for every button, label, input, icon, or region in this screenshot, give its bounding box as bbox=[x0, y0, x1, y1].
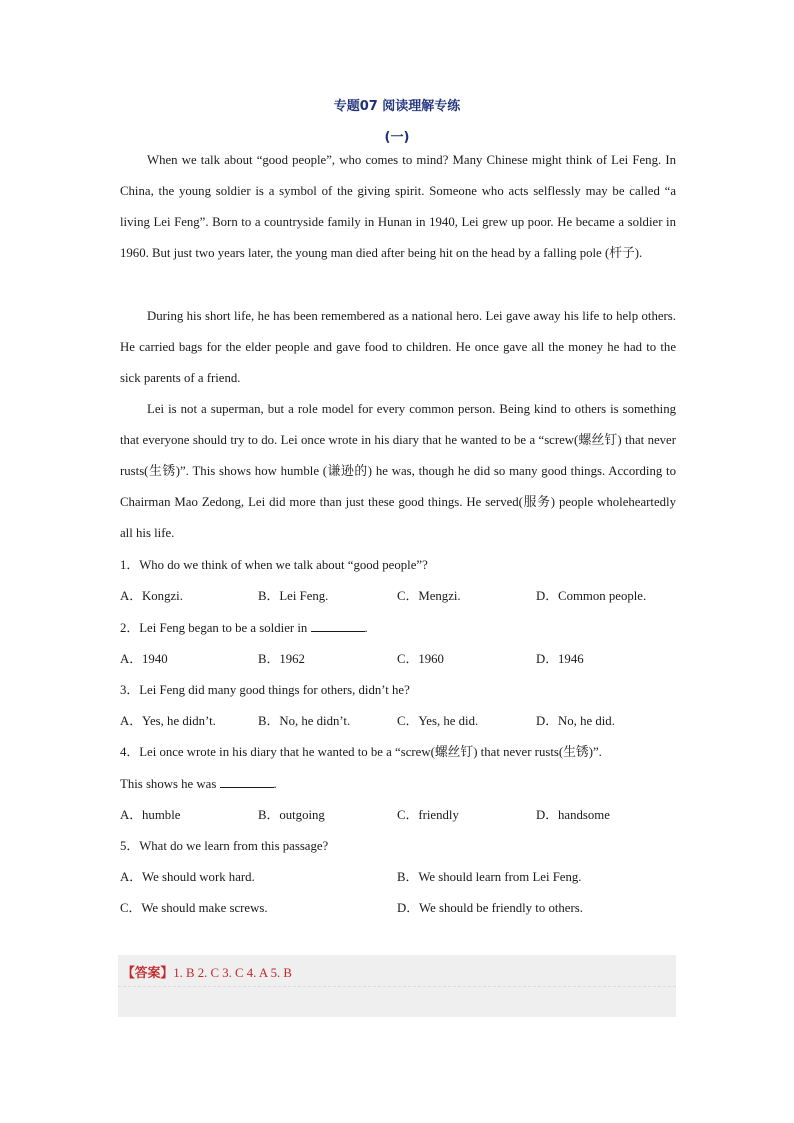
answer-text: 1. B 2. C 3. C 4. A 5. B bbox=[173, 966, 292, 980]
question-1-stem: 1．Who do we think of when we talk about “good people”? bbox=[120, 558, 428, 572]
question-1-option-a: A．Kongzi. bbox=[120, 589, 183, 603]
question-5-stem: 5．What do we learn from this passage? bbox=[120, 839, 329, 853]
passage-paragraph-1: When we talk about “good people”, who comes to mind? Many Chinese might think of Lei Feng. In China, the young soldier is a symbol of the giving spirit. Someone who acts selflessly may be called “a living Lei Feng”. Born to a countryside family in Hunan in 1940, Lei grew up poor. He became a soldier in 1960. But just two years later, the young man died after being hit on the head by a falling pole (杆子). bbox=[120, 153, 676, 260]
question-4-option-a: A．humble bbox=[120, 808, 181, 822]
question-2-stem-text: 2．Lei Feng began to be a soldier in bbox=[120, 621, 311, 635]
answer-divider bbox=[118, 986, 676, 987]
question-4-stem-text: This shows he was bbox=[120, 777, 220, 791]
question-3-option-d: D．No, he did. bbox=[536, 714, 615, 728]
question-4-stem-line-2 bbox=[120, 775, 277, 793]
question-1-option-d: D．Common people. bbox=[536, 589, 647, 603]
question-3-option-a: A．Yes, he didn’t. bbox=[120, 714, 216, 728]
section-number: (一) bbox=[384, 130, 410, 145]
question-4-option-d: D．handsome bbox=[536, 808, 610, 822]
answer-blank bbox=[220, 775, 274, 788]
answer-blank bbox=[311, 619, 365, 632]
answer-box bbox=[118, 955, 676, 1017]
question-5-option-d: D．We should be friendly to others. bbox=[397, 901, 583, 915]
question-5-option-c: C．We should make screws. bbox=[120, 901, 268, 915]
question-5-option-b: B．We should learn from Lei Feng. bbox=[397, 870, 582, 884]
question-1-option-b: B．Lei Feng. bbox=[258, 589, 329, 603]
question-2-stem bbox=[120, 619, 368, 637]
question-5-option-a: A．We should work hard. bbox=[120, 870, 255, 884]
answer-label: 【答案】 bbox=[122, 966, 174, 981]
question-2-option-b: B．1962 bbox=[258, 652, 305, 666]
question-3-option-b: B．No, he didn’t. bbox=[258, 714, 351, 728]
question-1-option-c: C．Mengzi. bbox=[397, 589, 461, 603]
question-2-option-a: A．1940 bbox=[120, 652, 168, 666]
passage-paragraph-3: Lei is not a superman, but a role model for every common person. Being kind to others is something that everyone should try to do. Lei once wrote in his diary that he wanted to be a “screw(螺丝钉) that never rusts(生锈)”. This shows how humble (谦逊的) he was, though he did so many good things. According to Chairman Mao Zedong, Lei did more than just these good things. He served(服务) people wholeheartedly all his life. bbox=[120, 402, 676, 540]
question-2-option-c: C．1960 bbox=[397, 652, 444, 666]
page-title: 专题07 阅读理解专练 bbox=[333, 99, 461, 114]
answer-line bbox=[122, 962, 292, 981]
question-4-stem: 4．Lei once wrote in his diary that he wanted to be a “screw(螺丝钉) that never rusts(生锈)”. bbox=[120, 745, 602, 759]
question-4-option-b: B．outgoing bbox=[258, 808, 325, 822]
question-2-stem-end: . bbox=[364, 621, 368, 635]
question-4-option-c: C．friendly bbox=[397, 808, 459, 822]
question-2-option-d: D．1946 bbox=[536, 652, 584, 666]
passage-paragraph-2: During his short life, he has been remembered as a national hero. Lei gave away his life to help others. He carried bags for the elder people and gave food to children. He once gave all the money he had to the sick parents of a friend. bbox=[120, 309, 676, 385]
question-3-option-c: C．Yes, he did. bbox=[397, 714, 479, 728]
question-3-stem: 3．Lei Feng did many good things for others, didn’t he? bbox=[120, 683, 410, 697]
question-4-stem-end: . bbox=[273, 777, 277, 791]
